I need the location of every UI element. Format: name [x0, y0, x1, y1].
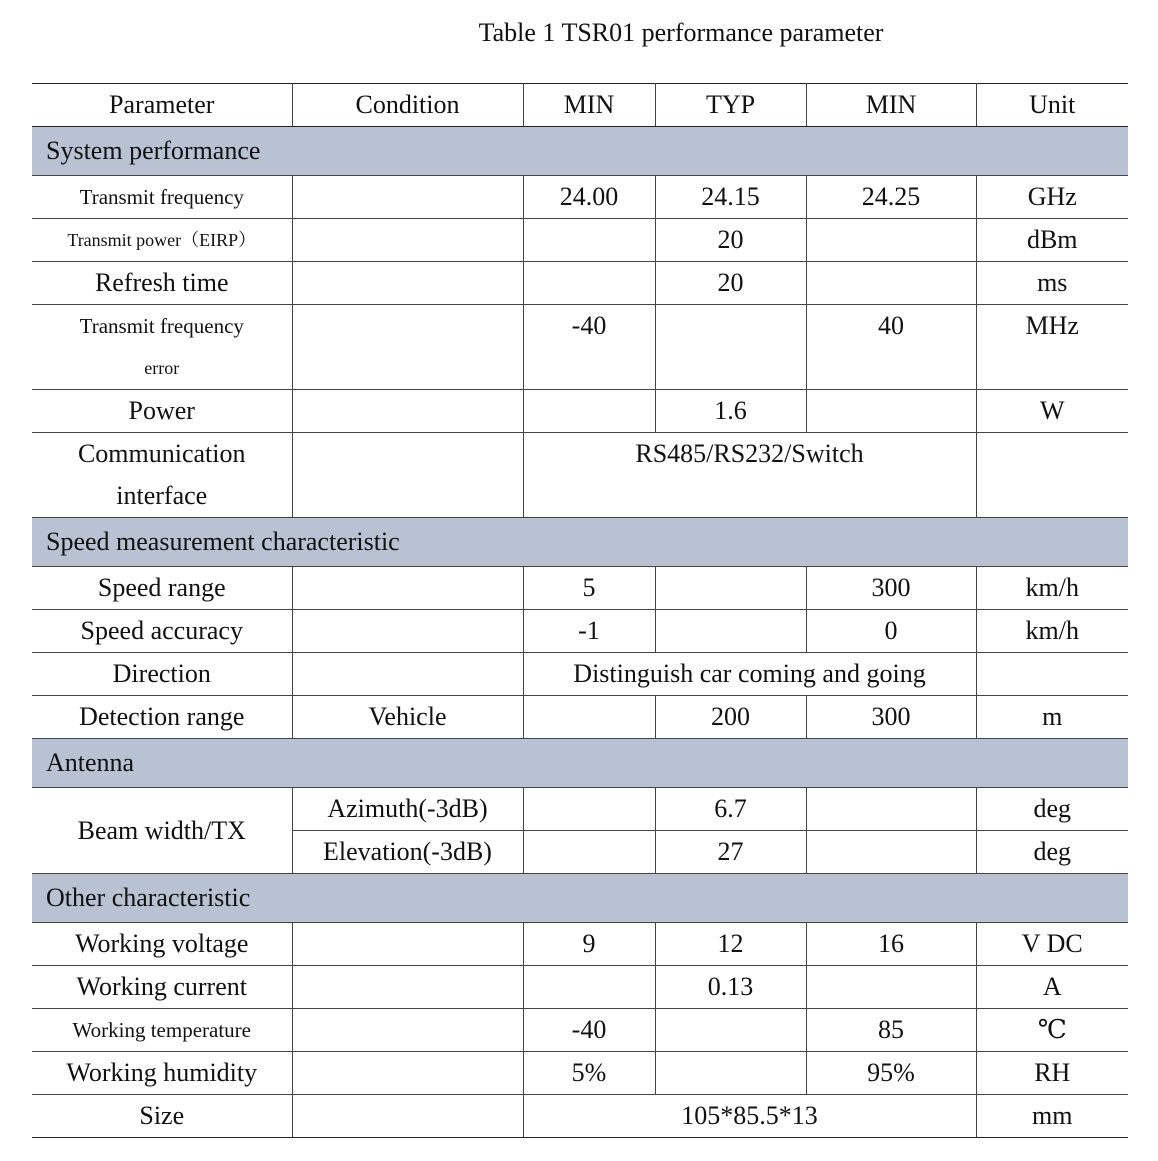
unit-cell: m	[976, 696, 1128, 739]
unit-cell	[976, 653, 1128, 696]
table-row	[32, 390, 1128, 433]
min-cell	[523, 390, 655, 433]
header-row	[32, 84, 1128, 127]
min-cell	[523, 788, 655, 831]
typ-cell: 24.15	[655, 176, 806, 219]
param-cell: Working voltage	[32, 923, 292, 966]
max-cell: 0	[806, 610, 976, 653]
unit-cell: km/h	[976, 567, 1128, 610]
max-cell	[806, 966, 976, 1009]
unit-cell: W	[976, 390, 1128, 433]
min-cell: 5	[523, 567, 655, 610]
max-cell: 40	[806, 305, 976, 390]
param-line-2: interface	[116, 481, 208, 510]
unit-cell: MHz	[976, 305, 1128, 390]
section-row	[32, 874, 1128, 923]
condition-cell	[292, 1009, 523, 1052]
param-cell: Transmit frequency	[32, 176, 292, 219]
typ-cell	[655, 1052, 806, 1095]
min-cell: 5%	[523, 1052, 655, 1095]
table-row	[32, 1009, 1128, 1052]
param-cell: Working current	[32, 966, 292, 1009]
condition-cell	[292, 653, 523, 696]
table-row	[32, 433, 1128, 518]
table-row	[32, 966, 1128, 1009]
condition-cell	[292, 1052, 523, 1095]
section-row	[32, 127, 1128, 176]
table-caption: Table 1 TSR01 performance parameter	[478, 18, 884, 47]
condition-cell	[292, 390, 523, 433]
min-cell	[523, 831, 655, 874]
table-row	[32, 923, 1128, 966]
min-cell: -40	[523, 1009, 655, 1052]
typ-cell	[655, 567, 806, 610]
table-row	[32, 176, 1128, 219]
max-cell: 95%	[806, 1052, 976, 1095]
param-cell: Working temperature	[32, 1009, 292, 1052]
max-cell: 85	[806, 1009, 976, 1052]
unit-cell: ms	[976, 262, 1128, 305]
typ-cell: 12	[655, 923, 806, 966]
table-row	[32, 219, 1128, 262]
min-cell	[523, 966, 655, 1009]
param-cell: Speed range	[32, 567, 292, 610]
param-cell: Working humidity	[32, 1052, 292, 1095]
param-cell	[32, 305, 292, 390]
typ-cell: 20	[655, 262, 806, 305]
param-line-1: Communication	[77, 439, 246, 468]
min-cell	[523, 219, 655, 262]
condition-cell	[292, 262, 523, 305]
table-row	[32, 305, 1128, 390]
min-cell	[523, 262, 655, 305]
min-cell: -40	[523, 305, 655, 390]
condition-cell	[292, 610, 523, 653]
param-cell	[32, 433, 292, 518]
max-cell: 24.25	[806, 176, 976, 219]
min-cell: 24.00	[523, 176, 655, 219]
min-cell: -1	[523, 610, 655, 653]
param-cell: Refresh time	[32, 262, 292, 305]
unit-cell: GHz	[976, 176, 1128, 219]
param-cell: Size	[32, 1095, 292, 1138]
table-row	[32, 567, 1128, 610]
table-row	[32, 696, 1128, 739]
typ-cell: 27	[655, 831, 806, 874]
max-cell	[806, 788, 976, 831]
param-line-1: Transmit frequency	[79, 314, 244, 338]
unit-cell: dBm	[976, 219, 1128, 262]
typ-cell: 6.7	[655, 788, 806, 831]
header-unit: Unit	[976, 84, 1128, 127]
unit-cell: RH	[976, 1052, 1128, 1095]
condition-cell	[292, 305, 523, 390]
header-condition: Condition	[292, 84, 523, 127]
section-speed-measurement: Speed measurement characteristic	[32, 518, 1128, 567]
unit-cell: km/h	[976, 610, 1128, 653]
table-row	[32, 653, 1128, 696]
typ-cell	[655, 305, 806, 390]
param-cell: Detection range	[32, 696, 292, 739]
max-cell	[806, 219, 976, 262]
param-cell: Speed accuracy	[32, 610, 292, 653]
min-cell: 9	[523, 923, 655, 966]
section-antenna: Antenna	[32, 739, 1128, 788]
typ-cell	[655, 1009, 806, 1052]
condition-cell: Elevation(-3dB)	[292, 831, 523, 874]
condition-cell	[292, 219, 523, 262]
max-cell	[806, 831, 976, 874]
condition-cell	[292, 433, 523, 518]
header-parameter: Parameter	[32, 84, 292, 127]
param-cell: Beam width/TX	[32, 788, 292, 874]
section-other: Other characteristic	[32, 874, 1128, 923]
max-cell: 16	[806, 923, 976, 966]
unit-cell: ℃	[976, 1009, 1128, 1052]
section-row	[32, 518, 1128, 567]
param-cell: Direction	[32, 653, 292, 696]
table-row	[32, 262, 1128, 305]
unit-cell: V DC	[976, 923, 1128, 966]
header-max: MIN	[806, 84, 976, 127]
section-system-performance: System performance	[32, 127, 1128, 176]
unit-cell: mm	[976, 1095, 1128, 1138]
condition-cell: Vehicle	[292, 696, 523, 739]
param-cell: Power	[32, 390, 292, 433]
value-cell: 105*85.5*13	[523, 1095, 976, 1138]
typ-cell: 20	[655, 219, 806, 262]
typ-cell	[655, 610, 806, 653]
unit-cell: deg	[976, 788, 1128, 831]
table-row	[32, 1095, 1128, 1138]
max-cell: 300	[806, 696, 976, 739]
typ-cell: 0.13	[655, 966, 806, 1009]
table-row	[32, 1052, 1128, 1095]
condition-cell: Azimuth(-3dB)	[292, 788, 523, 831]
section-row	[32, 739, 1128, 788]
max-cell	[806, 262, 976, 305]
value-cell: RS485/RS232/Switch	[523, 433, 976, 518]
value-cell: Distinguish car coming and going	[523, 653, 976, 696]
typ-cell: 200	[655, 696, 806, 739]
table-row	[32, 610, 1128, 653]
min-cell	[523, 696, 655, 739]
condition-cell	[292, 966, 523, 1009]
param-cell: Transmit power（EIRP）	[32, 219, 292, 262]
param-line-2: error	[144, 358, 180, 378]
performance-table	[32, 83, 1128, 1138]
header-typ: TYP	[655, 84, 806, 127]
condition-cell	[292, 923, 523, 966]
max-cell	[806, 390, 976, 433]
unit-cell: A	[976, 966, 1128, 1009]
typ-cell: 1.6	[655, 390, 806, 433]
header-min: MIN	[523, 84, 655, 127]
table-row	[32, 788, 1128, 831]
unit-cell: deg	[976, 831, 1128, 874]
max-cell: 300	[806, 567, 976, 610]
condition-cell	[292, 1095, 523, 1138]
unit-cell	[976, 433, 1128, 518]
condition-cell	[292, 567, 523, 610]
condition-cell	[292, 176, 523, 219]
